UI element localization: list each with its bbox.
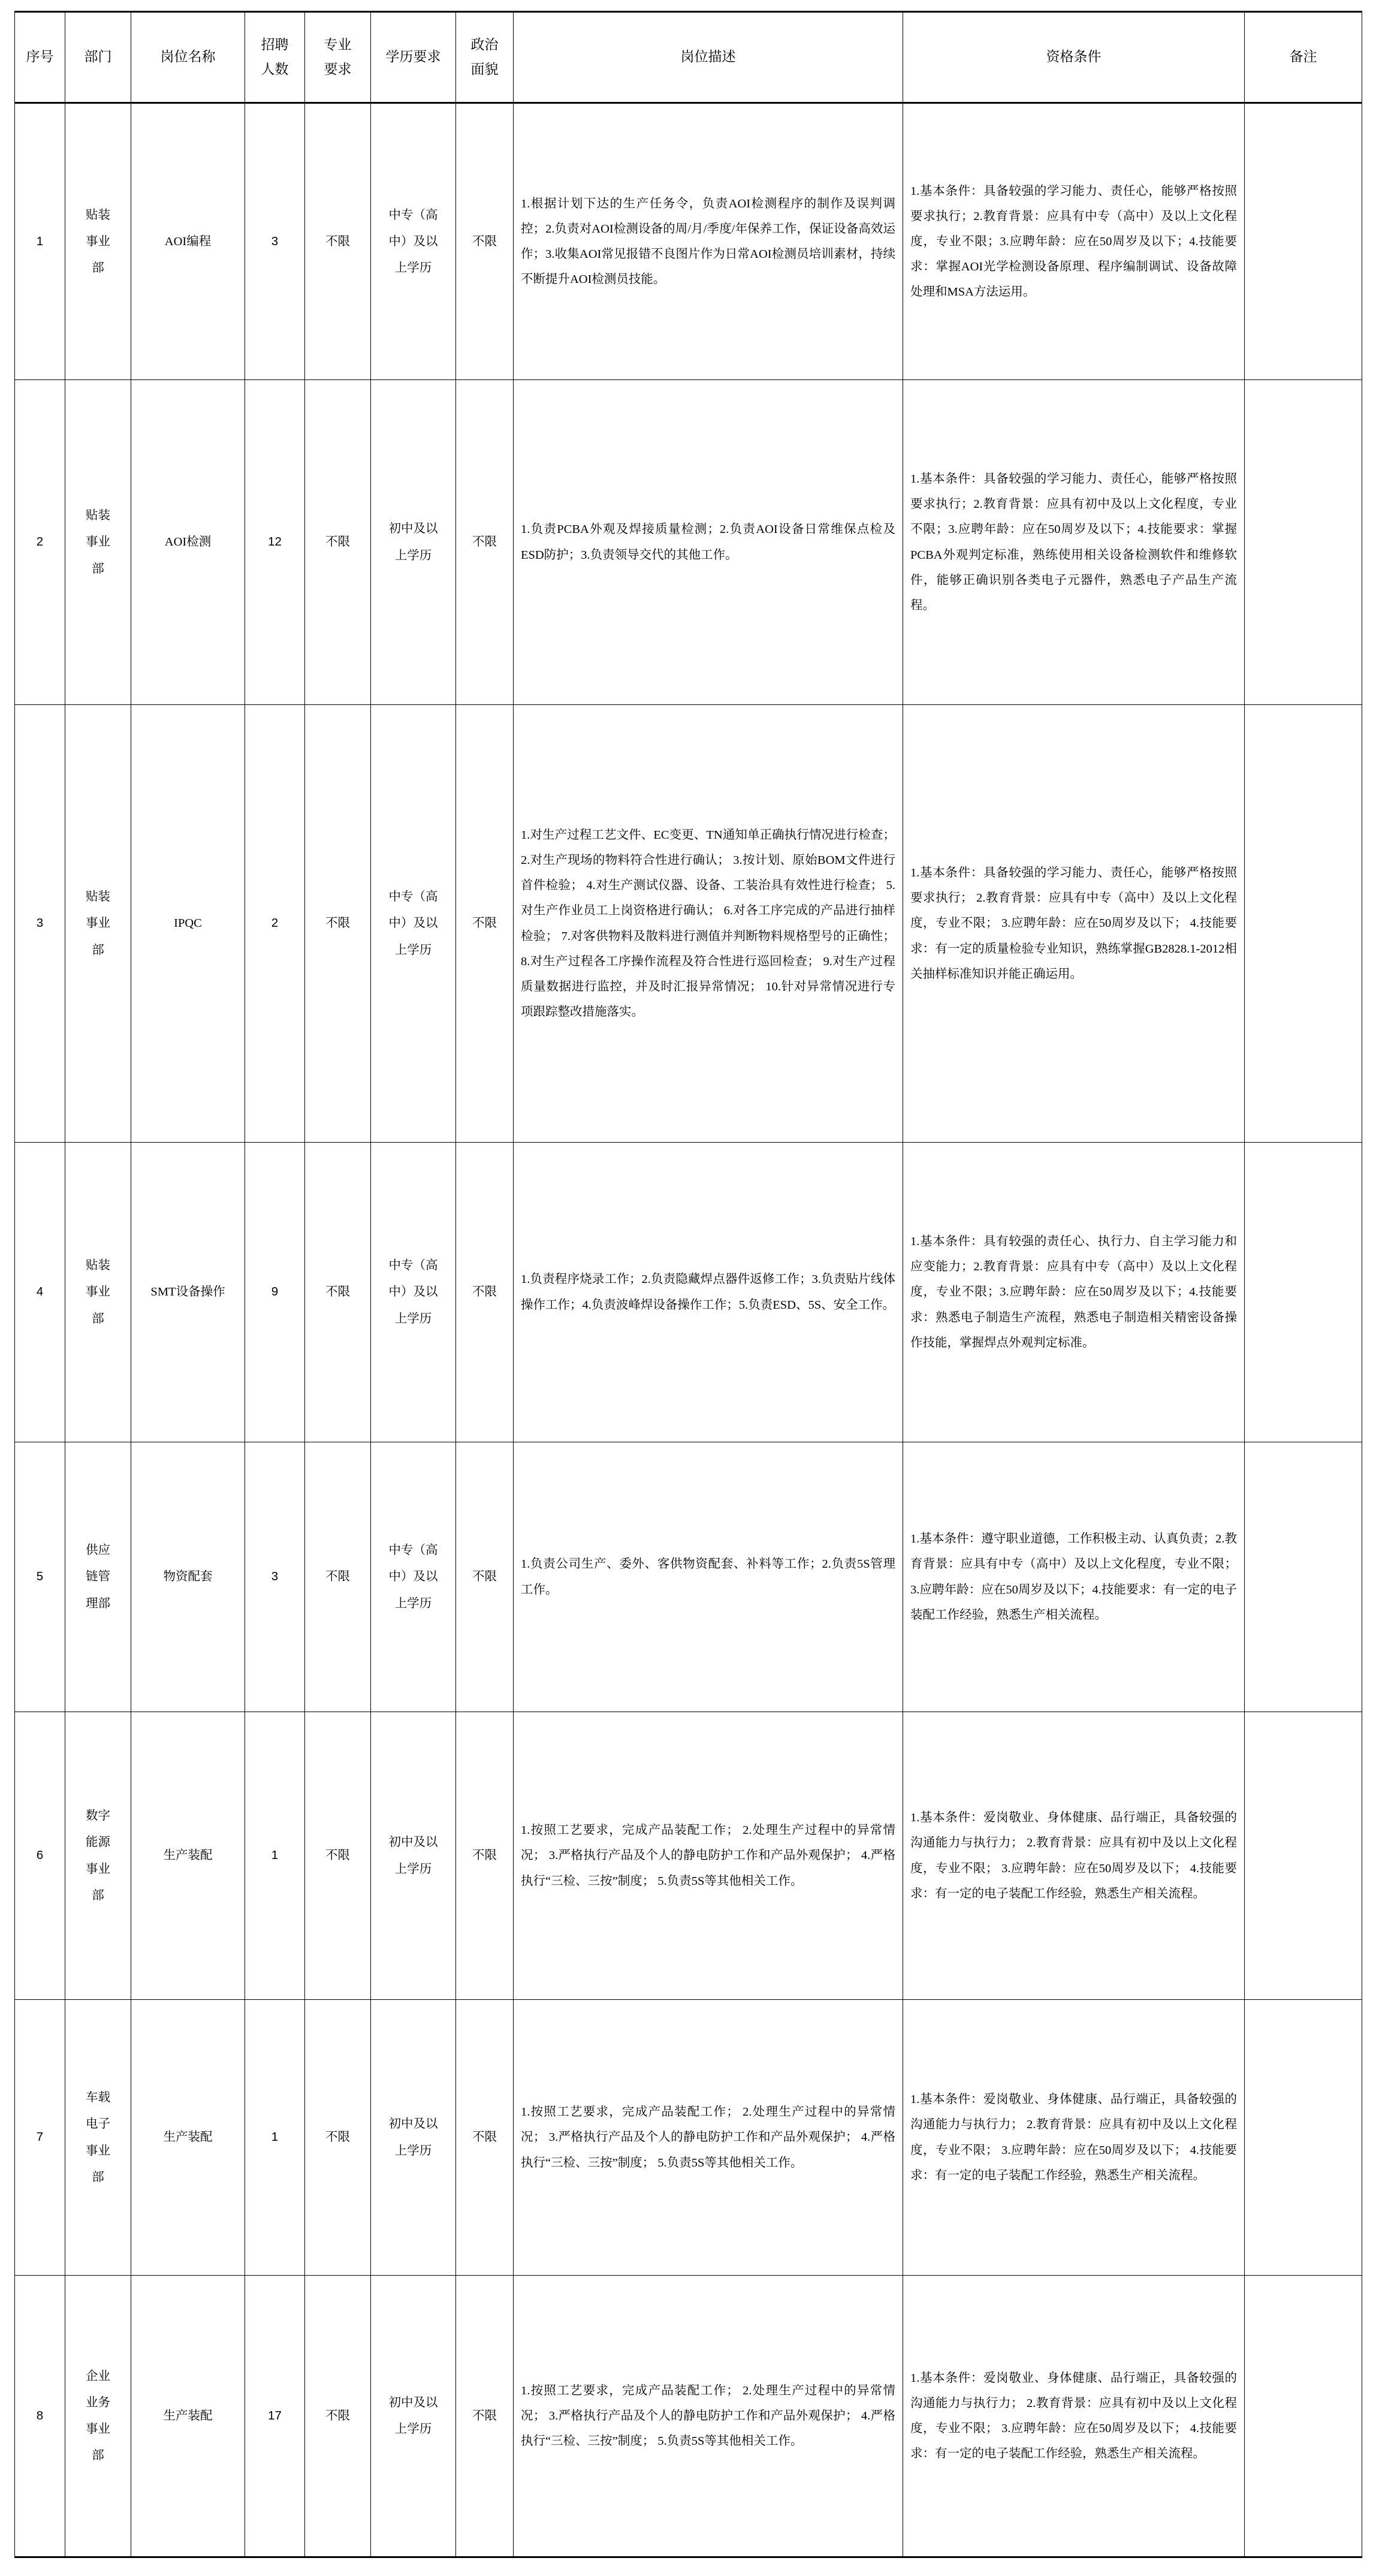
cell-politic: 不限: [456, 103, 514, 380]
header-line: 岗位名称: [160, 49, 216, 65]
dept-line: 部: [92, 2449, 104, 2463]
table-row: [15, 2276, 1362, 2557]
cell-num: 3: [245, 1442, 305, 1712]
cell-job: AOI编程: [131, 103, 245, 380]
cell-edu: [371, 2276, 456, 2557]
cell-edu: [371, 705, 456, 1143]
header-line: 备注: [1289, 49, 1317, 65]
dept-line: 车载: [86, 2091, 110, 2105]
cell-edu: [371, 103, 456, 380]
header-line: 招聘: [261, 37, 289, 53]
cell-remark: [1245, 1442, 1362, 1712]
cell-qual: 1.基本条件：具备较强的学习能力、责任心，能够严格按照要求执行；2.教育背景：应具有中专（高中）及以上文化程度，专业不限；3.应聘年龄：应在50周岁及以下；4.技能要求：掌握AOI光学检测设备原理、程序编制调试、设备故障处理和MSA方法运用。: [903, 103, 1245, 380]
cell-remark: [1245, 103, 1362, 380]
column-header-desc: [514, 12, 903, 103]
dept-line: 贴装: [86, 509, 110, 523]
cell-major: 不限: [305, 1712, 371, 2000]
cell-job: 物资配套: [131, 1442, 245, 1712]
dept-line: 贴装: [86, 1259, 110, 1273]
cell-seq: 1: [15, 103, 65, 380]
cell-politic: 不限: [456, 1712, 514, 2000]
cell-remark: [1245, 2276, 1362, 2557]
cell-remark: [1245, 1143, 1362, 1442]
column-header-dept: [65, 12, 131, 103]
cell-qual: 1.基本条件：遵守职业道德，工作积极主动、认真负责；2.教育背景：应具有中专（高中）及以上文化程度，专业不限；3.应聘年龄：应在50周岁及以下；4.技能要求：有一定的电子装配工作经验，熟悉生产相关流程。: [903, 1442, 1245, 1712]
cell-job: 生产装配: [131, 2276, 245, 2557]
edu-line: 中）及以: [388, 1570, 438, 1584]
table-row: [15, 1143, 1362, 1442]
cell-seq: 7: [15, 2000, 65, 2276]
cell-dept: [65, 2276, 131, 2557]
cell-qual: 1.基本条件：具备较强的学习能力、责任心，能够严格按照要求执行；2.教育背景：应具有初中及以上文化程度，专业不限；3.应聘年龄：应在50周岁及以下；4.技能要求：掌握PCBA外观判定标准，熟练使用相关设备检测软件和维修软件，能够正确识别各类电子元器件，熟悉电子产品生产流程。: [903, 380, 1245, 705]
cell-seq: 6: [15, 1712, 65, 2000]
edu-line: 中）及以: [388, 234, 438, 248]
dept-line: 事业: [86, 917, 110, 930]
cell-desc: 1.负责PCBA外观及焊接质量检测；2.负责AOI设备日常维保点检及ESD防护；3.负责领导交代的其他工作。: [514, 380, 903, 705]
header-line: 面貌: [470, 61, 499, 77]
dept-line: 事业: [86, 2144, 110, 2158]
cell-edu: [371, 2000, 456, 2276]
header-line: 政治: [470, 37, 499, 53]
recruitment-table: [14, 11, 1362, 2558]
edu-line: 初中及以: [388, 522, 438, 536]
header-row: [15, 12, 1362, 103]
edu-line: 初中及以: [388, 1836, 438, 1849]
dept-line: 部: [92, 1888, 104, 1902]
column-header-qual: [903, 12, 1245, 103]
cell-politic: 不限: [456, 2276, 514, 2557]
table-row: [15, 2000, 1362, 2276]
cell-job: AOI检测: [131, 380, 245, 705]
dept-line: 企业: [86, 2369, 110, 2383]
dept-line: 电子: [86, 2117, 110, 2131]
dept-line: 贴装: [86, 890, 110, 904]
cell-remark: [1245, 2000, 1362, 2276]
cell-politic: 不限: [456, 1143, 514, 1442]
edu-line: 初中及以: [388, 2117, 438, 2131]
cell-politic: 不限: [456, 705, 514, 1143]
cell-dept: [65, 1442, 131, 1712]
edu-line: 中）及以: [388, 1285, 438, 1299]
column-header-seq: [15, 12, 65, 103]
header-line: 岗位描述: [680, 49, 736, 65]
cell-desc: 1.按照工艺要求，完成产品装配工作； 2.处理生产过程中的异常情况； 3.严格执行产品及个人的静电防护工作和产品外观保护； 4.严格执行“三检、三按”制度； 5.负责5S等其他相关工作。: [514, 1712, 903, 2000]
cell-major: 不限: [305, 103, 371, 380]
cell-remark: [1245, 380, 1362, 705]
cell-major: 不限: [305, 1442, 371, 1712]
cell-major: 不限: [305, 1143, 371, 1442]
table-row: [15, 380, 1362, 705]
column-header-politic: [456, 12, 514, 103]
column-header-num: [245, 12, 305, 103]
column-header-edu: [371, 12, 456, 103]
edu-line: 上学历: [394, 1312, 432, 1325]
header-line: 学历要求: [385, 49, 441, 65]
cell-edu: [371, 1143, 456, 1442]
dept-line: 事业: [86, 1285, 110, 1299]
table-row: [15, 705, 1362, 1143]
edu-line: 中专（高: [388, 890, 438, 904]
cell-seq: 5: [15, 1442, 65, 1712]
cell-desc: 1.负责公司生产、委外、客供物资配套、补料等工作；2.负责5S管理工作。: [514, 1442, 903, 1712]
cell-remark: [1245, 705, 1362, 1143]
dept-line: 部: [92, 943, 104, 957]
cell-num: 17: [245, 2276, 305, 2557]
cell-edu: [371, 1442, 456, 1712]
edu-line: 上学历: [394, 2144, 432, 2158]
cell-qual: 1.基本条件：爱岗敬业、身体健康、品行端正，具备较强的沟通能力与执行力； 2.教育背景：应具有初中及以上文化程度，专业不限； 3.应聘年龄：应在50周岁及以下； 4.技能要求：有一定的电子装配工作经验，熟悉生产相关流程。: [903, 1712, 1245, 2000]
cell-dept: [65, 380, 131, 705]
cell-desc: 1.负责程序烧录工作；2.负责隐藏焊点器件返修工作；3.负责贴片线体操作工作；4.负责波峰焊设备操作工作；5.负责ESD、5S、安全工作。: [514, 1143, 903, 1442]
header-line: 资格条件: [1046, 49, 1102, 65]
edu-line: 上学历: [394, 1596, 432, 1610]
edu-line: 上学历: [394, 943, 432, 957]
cell-politic: 不限: [456, 380, 514, 705]
edu-line: 中）及以: [388, 917, 438, 930]
cell-desc: 1.对生产过程工艺文件、EC变更、TN通知单正确执行情况进行检查； 2.对生产现场的物料符合性进行确认； 3.按计划、原始BOM文件进行首件检验； 4.对生产测试仪器、设备、工装治具有效性进行检查； 5.对生产作业员工上岗资格进行确认； 6.对各工序完成的产品进行抽样检验； 7.对客供物料及散料进行测值并判断物料规格型号的正确性； 8.对生产过程各工序操作流程及符合性进行巡回检查； 9.对生产过程质量数据进行监控，并及时汇报异常情况； 10.针对异常情况进行专项跟踪整改措施落实。: [514, 705, 903, 1143]
cell-num: 12: [245, 380, 305, 705]
cell-seq: 3: [15, 705, 65, 1143]
cell-major: 不限: [305, 705, 371, 1143]
edu-line: 初中及以: [388, 2396, 438, 2409]
header-line: 部门: [84, 49, 112, 65]
table-row: [15, 103, 1362, 380]
cell-politic: 不限: [456, 1442, 514, 1712]
header-line: 人数: [261, 61, 289, 77]
cell-job: SMT设备操作: [131, 1143, 245, 1442]
cell-edu: [371, 380, 456, 705]
cell-politic: 不限: [456, 2000, 514, 2276]
table-header: [15, 12, 1362, 103]
dept-line: 贴装: [86, 208, 110, 222]
dept-line: 事业: [86, 535, 110, 549]
cell-dept: [65, 103, 131, 380]
dept-line: 业务: [86, 2396, 110, 2409]
edu-line: 上学历: [394, 261, 432, 275]
cell-dept: [65, 1143, 131, 1442]
cell-qual: 1.基本条件：爱岗敬业、身体健康、品行端正，具备较强的沟通能力与执行力； 2.教育背景：应具有初中及以上文化程度，专业不限； 3.应聘年龄：应在50周岁及以下； 4.技能要求：有一定的电子装配工作经验，熟悉生产相关流程。: [903, 2000, 1245, 2276]
column-header-major: [305, 12, 371, 103]
header-line: 序号: [26, 49, 54, 65]
header-line: 专业: [324, 37, 352, 53]
table-row: [15, 1442, 1362, 1712]
cell-major: 不限: [305, 380, 371, 705]
cell-num: 1: [245, 2000, 305, 2276]
cell-seq: 8: [15, 2276, 65, 2557]
cell-desc: 1.按照工艺要求，完成产品装配工作； 2.处理生产过程中的异常情况； 3.严格执行产品及个人的静电防护工作和产品外观保护； 4.严格执行“三检、三按”制度； 5.负责5S等其他相关工作。: [514, 2000, 903, 2276]
cell-dept: [65, 705, 131, 1143]
cell-edu: [371, 1712, 456, 2000]
dept-line: 数字: [86, 1809, 110, 1823]
cell-remark: [1245, 1712, 1362, 2000]
dept-line: 能源: [86, 1836, 110, 1849]
edu-line: 上学历: [394, 2423, 432, 2436]
dept-line: 部: [92, 261, 104, 275]
dept-line: 供应: [86, 1544, 110, 1557]
edu-line: 上学历: [394, 549, 432, 562]
cell-desc: 1.按照工艺要求，完成产品装配工作； 2.处理生产过程中的异常情况； 3.严格执行产品及个人的静电防护工作和产品外观保护； 4.严格执行“三检、三按”制度； 5.负责5S等其他相关工作。: [514, 2276, 903, 2557]
cell-seq: 2: [15, 380, 65, 705]
edu-line: 中专（高: [388, 1259, 438, 1273]
dept-line: 事业: [86, 234, 110, 248]
dept-line: 部: [92, 562, 104, 576]
cell-seq: 4: [15, 1143, 65, 1442]
cell-qual: 1.基本条件：爱岗敬业、身体健康、品行端正，具备较强的沟通能力与执行力； 2.教育背景：应具有初中及以上文化程度，专业不限； 3.应聘年龄：应在50周岁及以下； 4.技能要求：有一定的电子装配工作经验，熟悉生产相关流程。: [903, 2276, 1245, 2557]
dept-line: 链管: [86, 1570, 110, 1584]
cell-dept: [65, 1712, 131, 2000]
dept-line: 理部: [86, 1596, 110, 1610]
column-header-remark: [1245, 12, 1362, 103]
cell-num: 2: [245, 705, 305, 1143]
cell-major: 不限: [305, 2276, 371, 2557]
cell-desc: 1.根据计划下达的生产任务令，负责AOI检测程序的制作及误判调控；2.负责对AOI检测设备的周/月/季度/年保养工作，保证设备高效运作；3.收集AOI常见报错不良图片作为日常AOI检测员培训素材，持续不断提升AOI检测员技能。: [514, 103, 903, 380]
dept-line: 部: [92, 2170, 104, 2184]
dept-line: 事业: [86, 2423, 110, 2436]
column-header-job: [131, 12, 245, 103]
edu-line: 中专（高: [388, 1544, 438, 1557]
cell-job: 生产装配: [131, 2000, 245, 2276]
table-row: [15, 1712, 1362, 2000]
cell-qual: 1.基本条件：具有较强的责任心、执行力、自主学习能力和应变能力；2.教育背景：应具有中专（高中）及以上文化程度，专业不限；3.应聘年龄：应在50周岁及以下；4.技能要求：熟悉电子制造生产流程，熟悉电子制造相关精密设备操作技能，掌握焊点外观判定标准。: [903, 1143, 1245, 1442]
table-body: [15, 103, 1362, 2557]
dept-line: 事业: [86, 1862, 110, 1876]
cell-dept: [65, 2000, 131, 2276]
header-line: 要求: [324, 61, 352, 77]
cell-job: IPQC: [131, 705, 245, 1143]
dept-line: 部: [92, 1312, 104, 1325]
cell-num: 1: [245, 1712, 305, 2000]
cell-major: 不限: [305, 2000, 371, 2276]
edu-line: 上学历: [394, 1862, 432, 1876]
edu-line: 中专（高: [388, 208, 438, 222]
cell-num: 9: [245, 1143, 305, 1442]
cell-job: 生产装配: [131, 1712, 245, 2000]
cell-qual: 1.基本条件：具备较强的学习能力、责任心，能够严格按照要求执行； 2.教育背景：应具有中专（高中）及以上文化程度，专业不限； 3.应聘年龄：应在50周岁及以下； 4.技能要求：有一定的质量检验专业知识，熟练掌握GB2828.1-2012相关抽样标准知识并能正确运用。: [903, 705, 1245, 1143]
cell-num: 3: [245, 103, 305, 380]
